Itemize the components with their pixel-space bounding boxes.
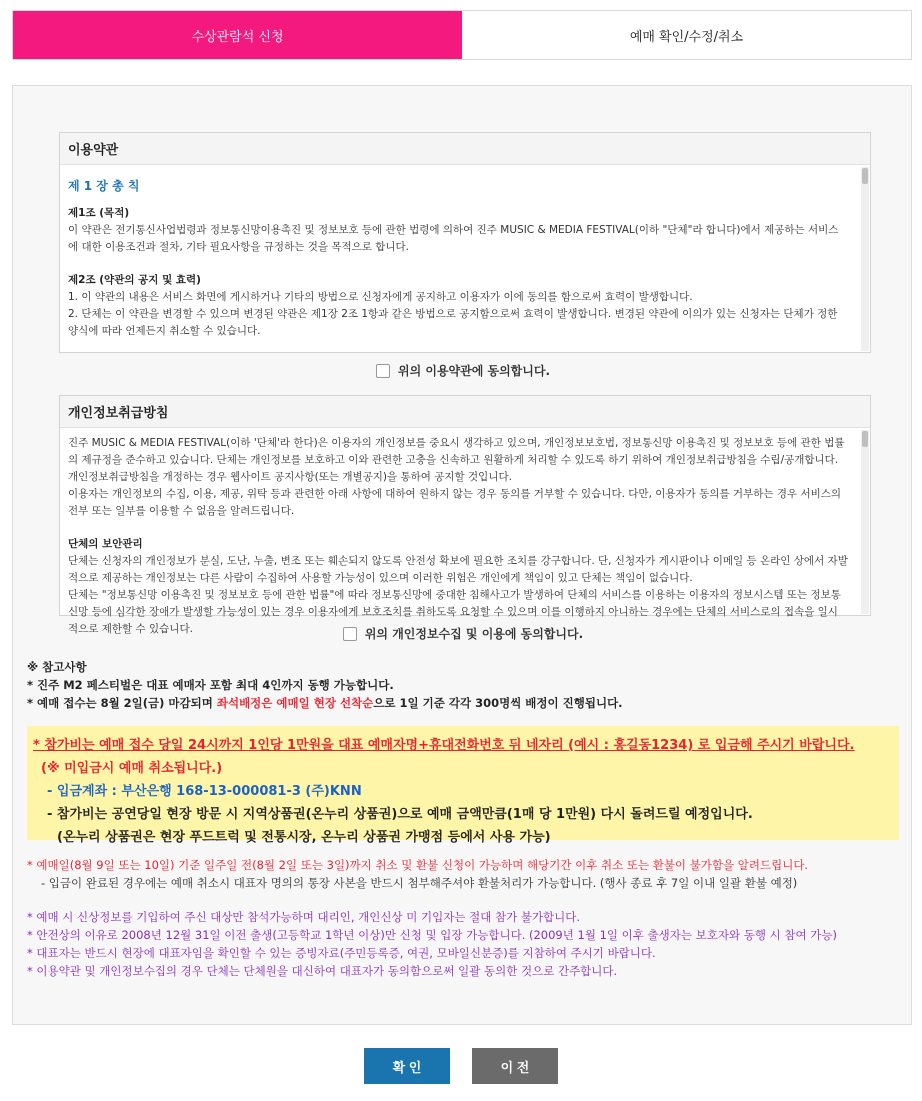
payment-line2: (※ 미입금시 예매 취소됩니다.) bbox=[41, 761, 223, 776]
terms-agree-row bbox=[13, 362, 913, 379]
terms-scrollbar[interactable] bbox=[861, 167, 869, 351]
terms-agree-checkbox[interactable] bbox=[376, 364, 390, 378]
privacy-para2: 이용자는 개인정보의 수집, 이용, 제공, 위탁 등과 관련한 아래 사항에 대하여 원하지 않는 경우 동의를 거부할 수 있습니다. 다만, 이용자가 동의를 거부하는 경우 서비스의 전부 또는 일부를 이용할 수 없음을 알려드립니다. bbox=[68, 488, 842, 517]
scroll-thumb[interactable] bbox=[862, 168, 868, 184]
id-rule-line: * 대표자는 반드시 현장에 대표자임을 확인할 수 있는 증빙자료(주민등록증, 여권, 모바일신분증)를 지참하여 주시기 바랍니다. bbox=[27, 946, 656, 960]
terms-agree-label[interactable]: 위의 이용약관에 동의합니다. bbox=[397, 364, 551, 378]
notes-line1: * 진주 M2 페스티벌은 대표 예매자 포함 최대 4인까지 동행 가능합니다. bbox=[27, 678, 394, 692]
tab-seat-application[interactable]: 수상관람석 신청 bbox=[13, 11, 462, 59]
age-rule-line: * 안전상의 이유로 2008년 12월 31일 이전 출생(고등학교 1학년 이상)만 신청 및 입장 가능합니다. (2009년 1월 1일 이후 출생자는 보호자와 동행 시 참여 가능) bbox=[27, 928, 837, 942]
privacy-scrollbar[interactable] bbox=[861, 430, 869, 614]
article1-title: 제1조 (목적) bbox=[68, 207, 130, 219]
article2-title: 제2조 (약관의 공지 및 효력) bbox=[68, 274, 201, 286]
article1-text: 이 약관은 전기통신사업법령과 정보통신망이용촉진 및 정보보호 등에 관한 법령에 의하여 진주 MUSIC & MEDIA FESTIVAL(이하 "단체"라 합니다)에서 제공하는 서비스에 대한 이용조건과 절차, 기타 필요사항을 규정하는 것을 목적으로 합니다. bbox=[68, 224, 839, 253]
attendee-rule-line: * 예매 시 신상정보를 기입하여 주신 대상만 참석가능하며 대리인, 개인신상 미 기입자는 절대 참가 불가합니다. bbox=[27, 910, 581, 924]
application-panel bbox=[12, 85, 912, 1025]
previous-button[interactable]: 이 전 bbox=[472, 1048, 558, 1084]
terms-chapter: 제 1 장 총 칙 bbox=[68, 179, 140, 193]
tab-bar bbox=[12, 10, 912, 60]
bank-account-line: - 입금계좌 : 부산은행 168-13-000081-3 (주)KNN bbox=[47, 784, 362, 799]
security-title: 단체의 보안관리 bbox=[68, 538, 143, 550]
refund-voucher-line: - 참가비는 공연당일 현장 방문 시 지역상품권(온누리 상품권)으로 예매 금액만큼(1매 당 1만원) 다시 돌려드릴 예정입니다. bbox=[47, 807, 753, 822]
voucher-usage-line: (온누리 상품권은 현장 푸드트럭 및 전통시장, 온누리 상품권 가맹점 등에서 사용 가능) bbox=[57, 830, 551, 845]
privacy-agree-checkbox[interactable] bbox=[343, 627, 357, 641]
terms-content[interactable] bbox=[60, 166, 870, 352]
terms-of-use-box bbox=[59, 132, 871, 353]
payment-highlight-box bbox=[27, 726, 899, 845]
cancel-policy-line: * 예매일(8월 9일 또는 10일) 기준 일주일 전(8월 2일 또는 3일)까지 취소 및 환불 신청이 가능하며 해당기간 이후 취소 또는 환불이 불가함을 알려드립니다. bbox=[27, 858, 809, 872]
notes-line2: * 예매 접수는 8월 2일(금) 마감되며 좌석배정은 예매일 현장 선착순으로 1일 기준 각각 300명씩 배정이 진행됩니다. bbox=[27, 696, 623, 710]
confirm-button[interactable]: 확 인 bbox=[364, 1048, 450, 1084]
refund-process-line: - 입금이 완료된 경우에는 예매 취소시 대표자 명의의 통장 사본을 반드시 첨부해주셔야 환불처리가 가능합니다. (행사 종료 후 7일 이내 일괄 환불 예정) bbox=[41, 876, 798, 890]
privacy-title: 개인정보취급방침 bbox=[60, 396, 870, 428]
tab-reservation-check[interactable]: 예매 확인/수정/취소 bbox=[462, 11, 911, 59]
scroll-thumb[interactable] bbox=[862, 431, 868, 447]
privacy-agree-label[interactable]: 위의 개인정보수집 및 이용에 동의합니다. bbox=[364, 627, 584, 641]
additional-notes bbox=[27, 856, 907, 980]
consent-rule-line: * 이용약관 및 개인정보수집의 경우 단체는 단체원을 대신하여 대표자가 동의함으로써 일괄 동의한 것으로 간주합니다. bbox=[27, 964, 618, 978]
security-para2: 단체는 "정보통신망 이용촉진 및 정보보호 등에 관한 법률"에 따라 정보통신망에 중대한 침해사고가 발생하여 단체의 서비스를 이용하는 이용자의 정보시스템 또는 정보통신망 등에 심각한 장애가 발생할 가능성이 있는 경우 이용자에게 보호조치를 취하도록 요청할 수 있으며 이를 이행하지 아니하는 경우에는 단체의 서비스로의 접속을 일시적으로 제한할 수 있습니다. bbox=[68, 589, 841, 635]
terms-title: 이용약관 bbox=[60, 133, 870, 165]
payment-line1: * 참가비는 예매 접수 당일 24시까지 1인당 1만원을 대표 예매자명+휴대전화번호 뒤 네자리 (예시 : 홍길동1234) 로 입금해 주시기 바랍니다. bbox=[33, 738, 855, 753]
security-para1: 단체는 신청자의 개인정보가 분실, 도난, 누출, 변조 또는 훼손되지 않도록 안전성 확보에 필요한 조치를 강구합니다. 단, 신청자가 게시판이나 이메일 등 온라인 상에서 자발적으로 제공하는 개인정보는 다른 사람이 수집하여 사용할 가능성이 있으며 이러한 위험은 개인에게 책임이 있고 단체는 책임이 없습니다. bbox=[68, 555, 848, 584]
privacy-agree-row bbox=[13, 625, 913, 642]
reference-notes bbox=[27, 658, 897, 712]
article2-line1: 1. 이 약관의 내용은 서비스 화면에 게시하거나 기타의 방법으로 신청자에게 공지하고 이용자가 이에 동의를 함으로써 효력이 발생합니다. bbox=[68, 291, 693, 303]
article2-line2: 2. 단체는 이 약관을 변경할 수 있으며 변경된 약관은 제1장 2조 1항과 같은 방법으로 공지함으로써 효력이 발생합니다. 변경된 약관에 이의가 있는 신청자는 단체가 정한 양식에 따라 언제든지 취소할 수 있습니다. bbox=[68, 308, 838, 337]
privacy-para1: 진주 MUSIC & MEDIA FESTIVAL(이하 '단체'라 한다)은 이용자의 개인정보를 중요시 생각하고 있으며, 개인정보보호법, 정보통신망 이용촉진 및 정보보호 등에 관한 법률의 제규정을 준수하고 있습니다. 단체는 개인정보를 보호하고 이와 관련한 고충을 신속하고 원활하게 처리할 수 있도록 하기 위하여 개인정보취급방침을 수립/공개합니다. 개인정보취급방침을 개정하는 경우 웹사이트 공지사항(또는 개별공지)을 통하여 공지할 것입니다. bbox=[68, 437, 845, 483]
notes-heading: ※ 참고사항 bbox=[27, 660, 87, 674]
